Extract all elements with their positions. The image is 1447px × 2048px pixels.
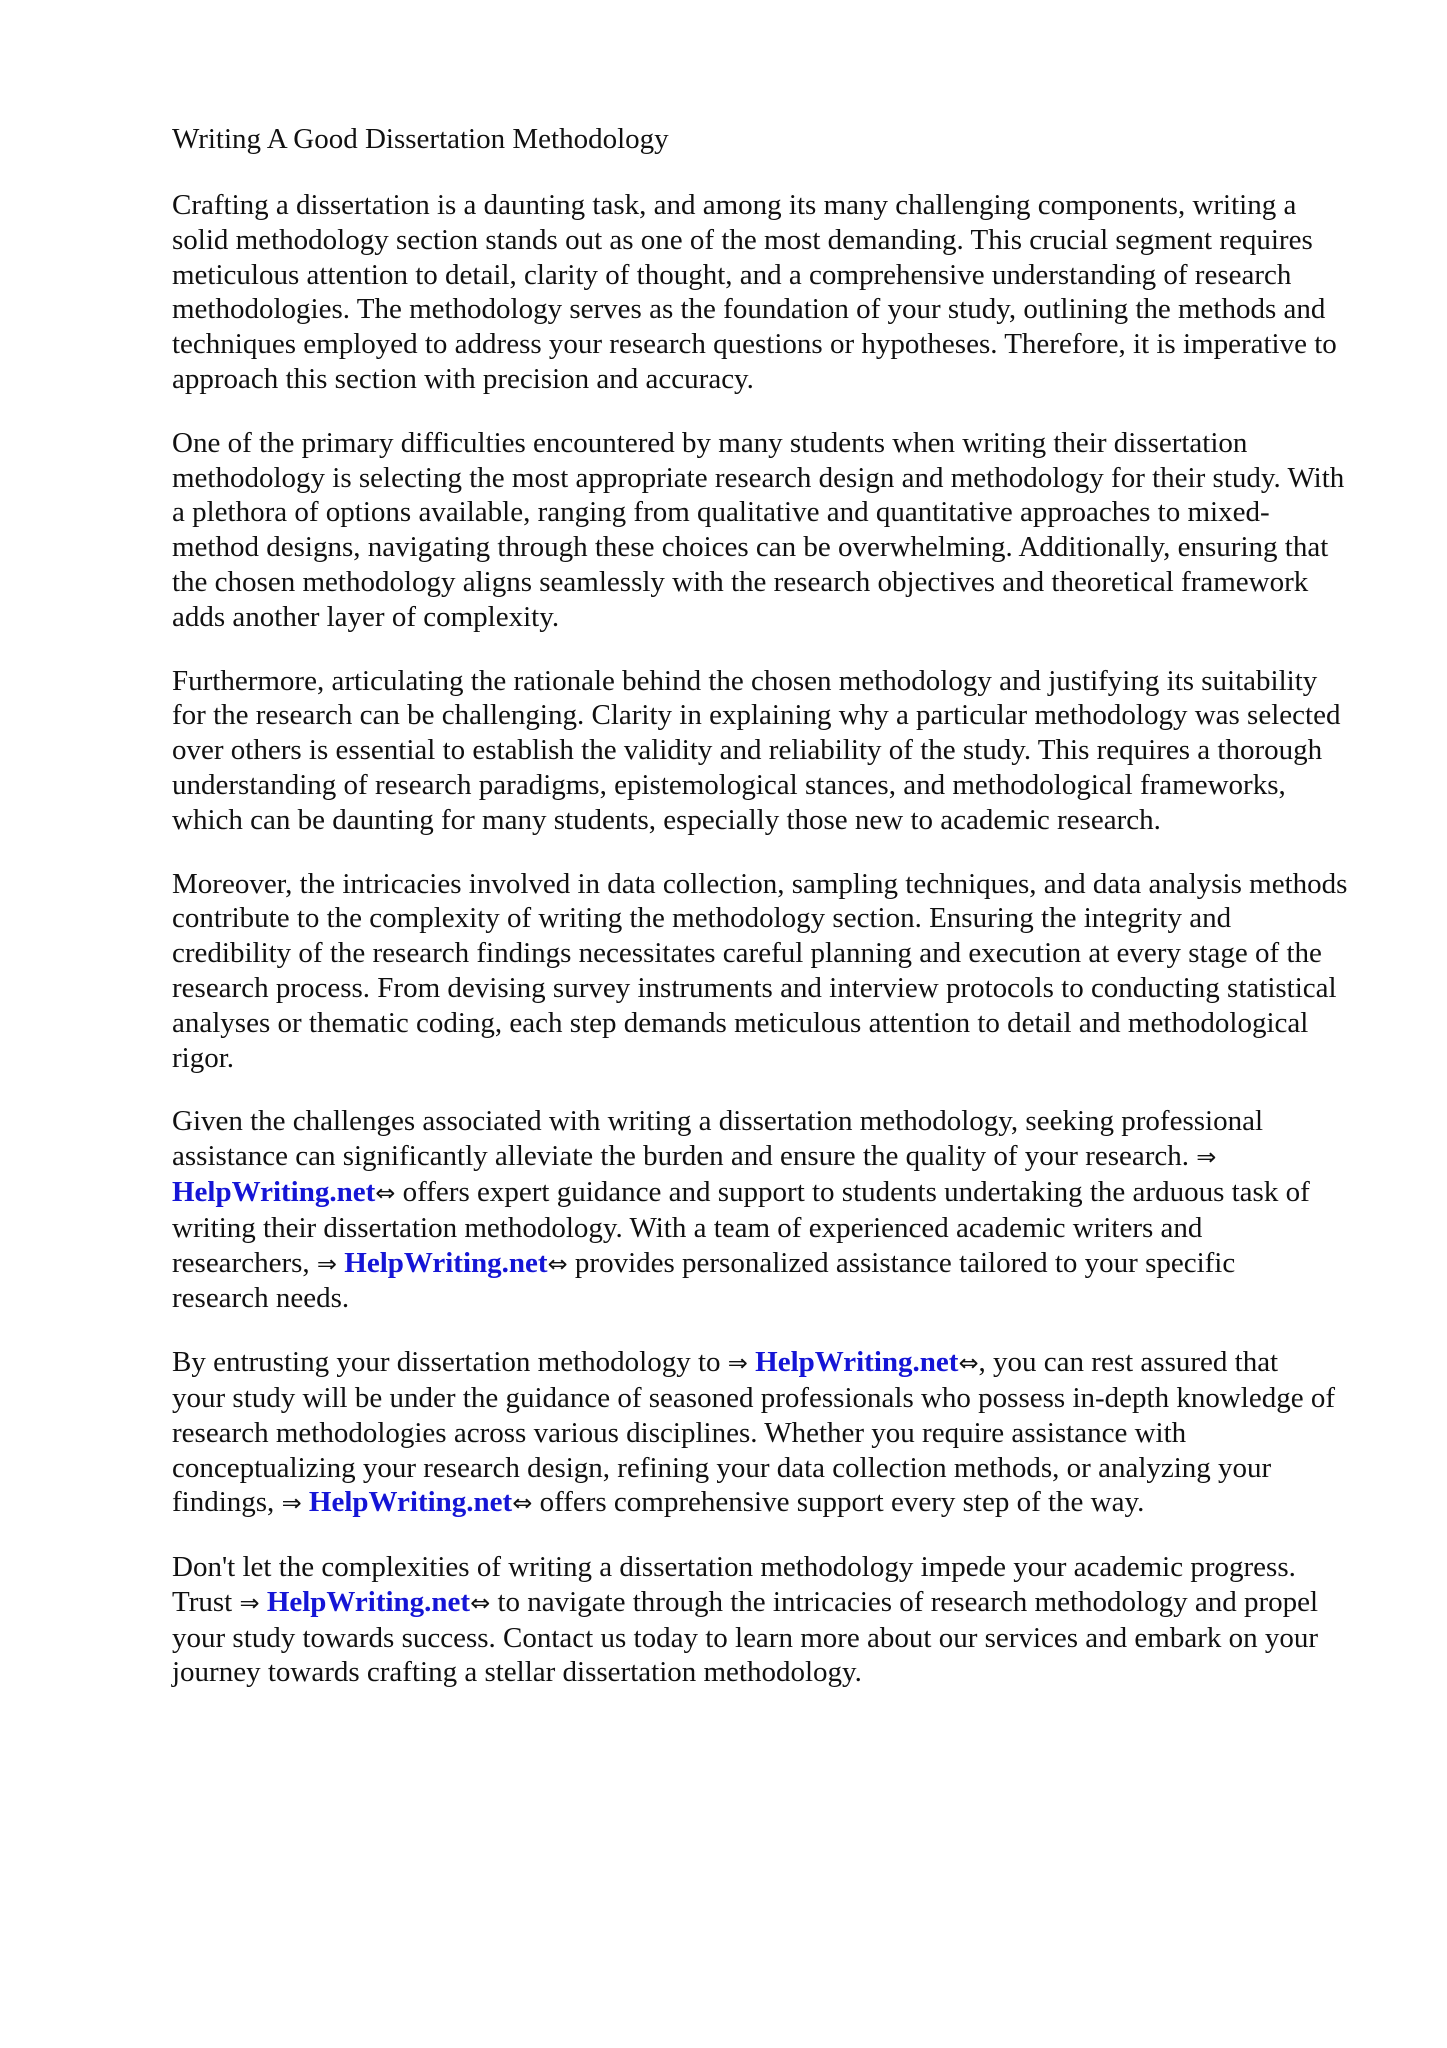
text-segment: conceptualizing your research design, refining your data collection methods, or analyzing your	[172, 1451, 1272, 1484]
text-segment: to navigate through the intricacies of research methodology and propel	[490, 1585, 1319, 1618]
text-segment	[302, 1486, 309, 1518]
text-segment: solid methodology section stands out as one of the most demanding. This crucial segment requires	[172, 223, 1313, 256]
text-line	[172, 292, 1392, 327]
text-segment: over others is essential to establish the validity and reliability of the study. This requires a thorough	[172, 734, 1323, 767]
left-right-double-arrow-icon: ⇔	[470, 1588, 491, 1617]
text-line	[172, 1381, 1392, 1416]
document-body	[172, 188, 1392, 1690]
text-segment: your study towards success. Contact us today to learn more about our services and embark on your	[172, 1621, 1319, 1654]
text-line	[172, 936, 1392, 971]
text-line	[172, 867, 1392, 902]
left-right-double-arrow-icon: ⇔	[958, 1349, 979, 1378]
text-segment: Given the challenges associated with writing a dissertation methodology, seeking professional	[172, 1105, 1263, 1138]
text-line	[172, 698, 1392, 733]
text-line	[172, 1345, 1392, 1381]
text-segment: research needs.	[172, 1282, 350, 1315]
text-segment: research methodologies across various disciplines. Whether you require assistance with	[172, 1416, 1187, 1449]
text-segment: , you can rest assured that	[978, 1346, 1279, 1379]
text-line	[172, 1621, 1392, 1656]
text-line	[172, 600, 1392, 635]
text-segment: Furthermore, articulating the rationale behind the chosen methodology and justifying its suitability	[172, 664, 1318, 697]
text-segment: research process. From devising survey instruments and interview protocols to conducting statistical	[172, 971, 1337, 1004]
helpwriting-link[interactable]: HelpWriting.net	[755, 1346, 959, 1379]
text-line	[172, 1485, 1392, 1521]
text-segment: Crafting a dissertation is a daunting task, and among its many challenging components, writing a	[172, 189, 1297, 221]
text-line	[172, 1451, 1392, 1486]
helpwriting-link[interactable]: HelpWriting.net	[344, 1246, 548, 1279]
text-segment: contribute to the complexity of writing the methodology section. Ensuring the integrity and	[172, 902, 1232, 935]
right-double-arrow-icon: ⇒	[1196, 1143, 1217, 1172]
document-title: Writing A Good Dissertation Methodology	[172, 123, 669, 155]
text-line	[172, 1104, 1392, 1139]
text-segment: method designs, navigating through these choices can be overwhelming. Additionally, ensuring that	[172, 531, 1329, 564]
text-segment: understanding of research paradigms, epistemological stances, and methodological frameworks,	[172, 768, 1286, 801]
text-segment: analyses or thematic coding, each step demands meticulous attention to detail and methodological	[172, 1006, 1309, 1039]
text-segment: Moreover, the intricacies involved in data collection, sampling techniques, and data analysis methods	[172, 867, 1348, 900]
right-double-arrow-icon: ⇒	[727, 1349, 748, 1378]
text-segment: techniques employed to address your research questions or hypotheses. Therefore, it is imperative to	[172, 328, 1337, 361]
text-line	[172, 1006, 1392, 1041]
paragraph	[172, 1345, 1392, 1521]
text-line	[172, 565, 1392, 600]
text-line	[172, 530, 1392, 565]
text-segment: journey towards crafting a stellar dissertation methodology.	[172, 1656, 862, 1689]
text-line	[172, 362, 1392, 397]
text-segment: methodology is selecting the most appropriate research design and methodology for their study. With	[172, 461, 1345, 494]
text-segment: credibility of the research findings necessitates careful planning and execution at every stage of the	[172, 937, 1322, 970]
text-line	[172, 768, 1392, 803]
text-line	[172, 426, 1392, 461]
text-segment: provides personalized assistance tailored to your specific	[567, 1246, 1236, 1279]
text-segment: writing their dissertation methodology. With a team of experienced academic writers and	[172, 1211, 1203, 1244]
text-segment: which can be daunting for many students, especially those new to academic research.	[172, 803, 1161, 836]
text-line	[172, 971, 1392, 1006]
left-right-double-arrow-icon: ⇔	[375, 1178, 396, 1207]
text-segment: approach this section with precision and accuracy.	[172, 362, 754, 395]
text-segment	[260, 1586, 267, 1618]
helpwriting-link[interactable]: HelpWriting.net	[266, 1585, 471, 1618]
text-line	[172, 1281, 1392, 1316]
text-line	[172, 733, 1392, 768]
helpwriting-link[interactable]: HelpWriting.net	[172, 1175, 376, 1208]
text-line	[172, 1211, 1392, 1246]
text-line	[172, 461, 1392, 496]
text-segment: researchers,	[172, 1246, 317, 1279]
text-line	[172, 1246, 1392, 1282]
paragraph	[172, 188, 1392, 397]
paragraph	[172, 664, 1392, 838]
text-segment: offers comprehensive support every step of the way.	[532, 1486, 1145, 1519]
document-page	[172, 122, 1392, 1719]
right-double-arrow-icon: ⇒	[281, 1489, 302, 1518]
text-segment: findings,	[172, 1486, 282, 1519]
text-segment: offers expert guidance and support to students undertaking the arduous task of	[395, 1175, 1310, 1208]
text-segment: for the research can be challenging. Clarity in explaining why a particular methodology was selected	[172, 699, 1341, 732]
text-line	[172, 664, 1392, 699]
paragraph	[172, 426, 1392, 635]
text-line	[172, 803, 1392, 838]
text-line	[172, 258, 1392, 293]
helpwriting-link[interactable]: HelpWriting.net	[308, 1486, 513, 1519]
text-segment: rigor.	[172, 1041, 235, 1074]
right-double-arrow-icon: ⇒	[316, 1249, 338, 1278]
text-segment: meticulous attention to detail, clarity of thought, and a comprehensive understanding of research	[172, 258, 1292, 291]
text-segment: a plethora of options available, ranging from qualitative and quantitative approaches to mixed-	[172, 496, 1270, 529]
left-right-double-arrow-icon: ⇔	[512, 1489, 533, 1518]
text-segment: methodologies. The methodology serves as the foundation of your study, outlining the methods and	[172, 293, 1326, 326]
text-segment: By entrusting your dissertation methodology to	[172, 1346, 728, 1379]
text-line	[172, 223, 1392, 258]
text-line	[172, 1550, 1392, 1585]
text-segment: assistance can significantly alleviate the burden and ensure the quality of your research.	[172, 1140, 1197, 1173]
text-line	[172, 1041, 1392, 1076]
left-right-double-arrow-icon: ⇔	[547, 1249, 568, 1278]
text-segment: Don't let the complexities of writing a dissertation methodology impede your academic progress.	[172, 1551, 1296, 1584]
text-segment: your study will be under the guidance of seasoned professionals who possess in-depth knowledge of	[172, 1381, 1335, 1414]
text-line	[172, 1416, 1392, 1451]
paragraph	[172, 1550, 1392, 1690]
text-segment: One of the primary difficulties encountered by many students when writing their dissertation	[172, 426, 1248, 459]
text-line	[172, 1655, 1392, 1690]
text-segment: Trust	[172, 1585, 240, 1618]
text-line	[172, 1585, 1392, 1621]
text-line	[172, 1139, 1392, 1175]
text-segment: adds another layer of complexity.	[172, 600, 560, 633]
text-segment: the chosen methodology aligns seamlessly with the research objectives and theoretical framework	[172, 565, 1309, 598]
paragraph	[172, 867, 1392, 1076]
text-line	[172, 1175, 1392, 1211]
paragraph	[172, 1104, 1392, 1316]
text-line	[172, 495, 1392, 530]
text-line	[172, 188, 1392, 223]
text-line	[172, 327, 1392, 362]
text-line	[172, 901, 1392, 936]
right-double-arrow-icon: ⇒	[239, 1588, 260, 1617]
